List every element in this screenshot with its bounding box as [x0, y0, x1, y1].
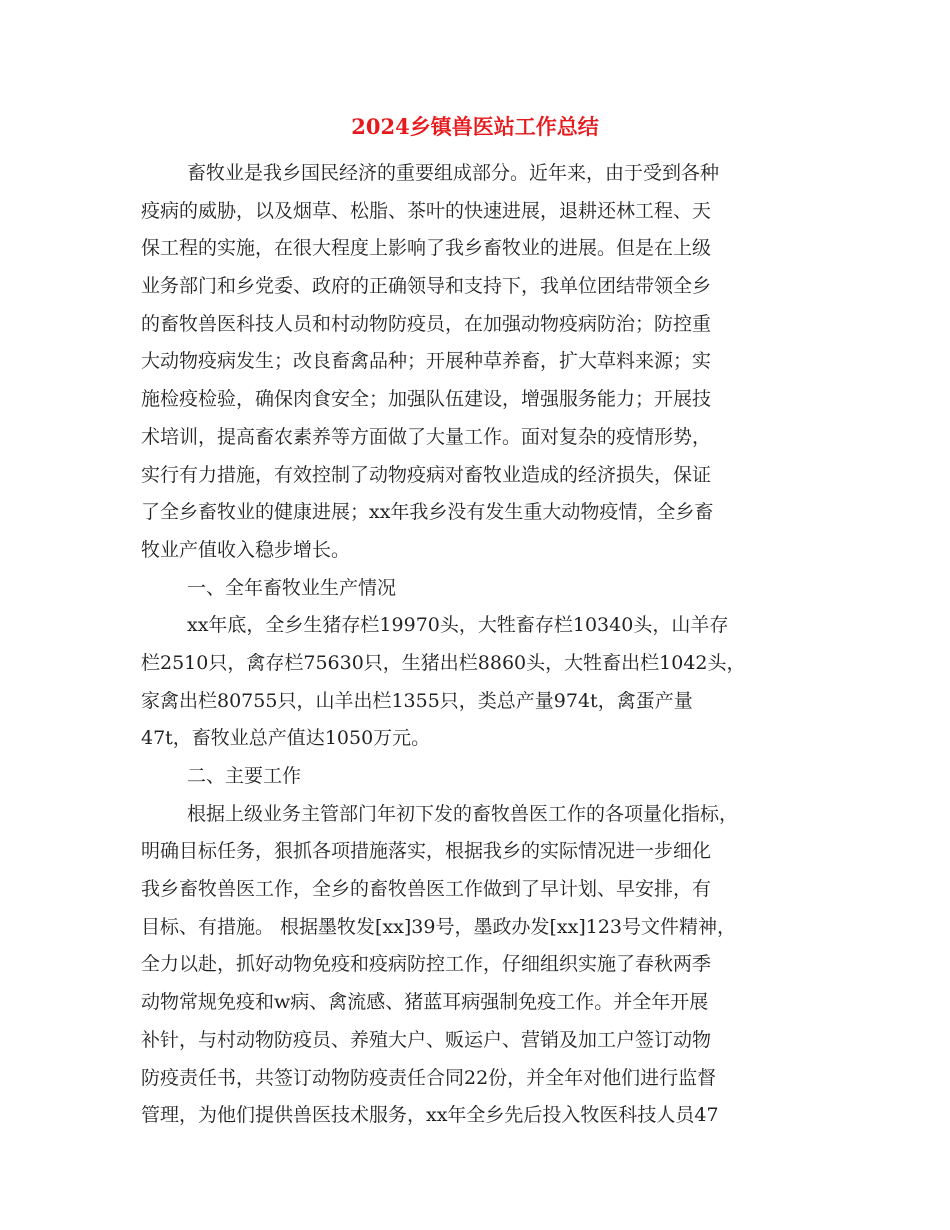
text-line: 保工程的实施，在很大程度上影响了我乡畜牧业的进展。但是在上级 — [141, 237, 712, 260]
text-line: 业务部门和乡党委、政府的正确领导和支持下，我单位团结带领全乡 — [141, 275, 712, 298]
text-line: 目标、有措施。 根据墨牧发[xx]39号，墨政办发[xx]123号文件精神， — [141, 915, 736, 938]
text-line: 疫病的威胁，以及烟草、松脂、茶叶的快速进展，退耕还林工程、天 — [141, 199, 712, 222]
text-line: 牧业产值收入稳步增长。 — [141, 538, 351, 561]
document-body — [141, 155, 811, 1135]
text-line: 术培训，提高畜农素养等方面做了大量工作。面对复杂的疫情形势， — [141, 425, 712, 448]
text-line: 动物常规免疫和w病、禽流感、猪蓝耳病强制免疫工作。并全年开展 — [141, 991, 709, 1014]
text-line: 实行有力措施，有效控制了动物疫病对畜牧业造成的经济损失，保证 — [141, 463, 712, 486]
text-line: 栏2510只，禽存栏75630只，生猪出栏8860头，大牲畜出栏1042头， — [141, 651, 746, 674]
text-line: 管理，为他们提供兽医技术服务，xx年全乡先后投入牧医科技人员47 — [141, 1104, 719, 1127]
text-line: 防疫责任书，共签订动物防疫责任合同22份，并全年对他们进行监督 — [141, 1066, 717, 1089]
text-line: 我乡畜牧兽医工作，全乡的畜牧兽医工作做到了早计划、早安排，有 — [141, 878, 712, 901]
text-line: xx年底，全乡生猪存栏19970头，大牲畜存栏10340头，山羊存 — [187, 614, 729, 637]
text-line: 了全乡畜牧业的健康进展；xx年我乡没有发生重大动物疫情，全乡畜 — [141, 501, 714, 524]
text-line: 根据上级业务主管部门年初下发的畜牧兽医工作的各项量化指标， — [187, 802, 739, 825]
text-line: 的畜牧兽医科技人员和村动物防疫员，在加强动物疫病防治；防控重 — [141, 312, 712, 335]
text-line: 大动物疫病发生；改良畜禽品种；开展种草养畜，扩大草料来源；实 — [141, 350, 712, 373]
text-line: 畜牧业是我乡国民经济的重要组成部分。近年来，由于受到各种 — [187, 162, 720, 184]
text-line: 明确目标任务，狠抓各项措施落实，根据我乡的实际情况进一步细化 — [141, 840, 712, 863]
text-line: 施检疫检验，确保肉食安全；加强队伍建设，增强服务能力；开展技 — [141, 388, 712, 411]
section-heading: 二、主要工作 — [187, 765, 302, 787]
text-line: 补针，与村动物防疫员、养殖大户、贩运户、营销及加工户签订动物 — [141, 1028, 712, 1051]
text-line: 47t，畜牧业总产值达1050万元。 — [141, 727, 431, 750]
document-title: 2024乡镇兽医站工作总结 — [351, 114, 599, 139]
text-line: 家禽出栏80755只，山羊出栏1355只，类总产量974t，禽蛋产量 — [141, 689, 693, 712]
text-line: 全力以赴，抓好动物免疫和疫病防控工作，仔细组织实施了春秋两季 — [141, 953, 712, 976]
section-heading: 一、全年畜牧业生产情况 — [187, 576, 397, 599]
